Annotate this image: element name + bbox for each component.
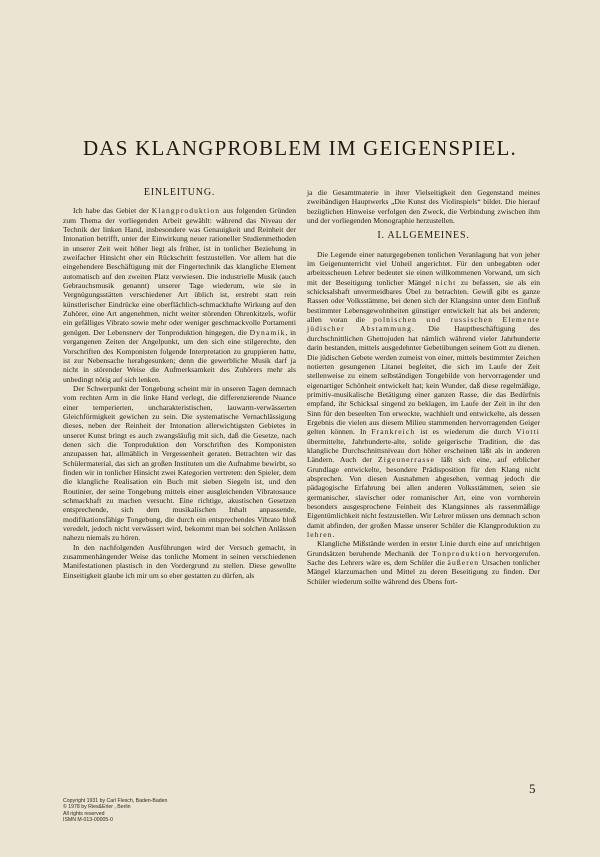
text-run: , in vergangenen Zeiten der Angelpunkt, um den sich eine stilgerechte, den Vorschriften des Komponisten folgende Interpretation zu gruppieren hatte, ist zur Nebensache herabgesunken; denn die gewerbliche Musik darf ja nicht in störender Weise die Aufmerksamkeit des Zuhörers mehr als unbedingt nötig auf sich lenken.: [63, 327, 296, 384]
text-run: . Die Hauptbeschäftigung des durchschnittlichen Ghettojuden hat nämlich während vieler Jahrhunderte darin bestanden, mittels ausgedehnter Gebetübungen seinem Gott zu dienen. Die jüdischen Gebete werden zumeist von einer, mittels bestimmter Zeichen notierten gesungenen Litanei begleitet, die sich im Laufe der Zeit stellenweise zu einem selbständigen Tongebilde von hervorragender und eigenartiger Schönheit entwickelt hat; kein Wunder, daß diese regelmäßige, primitiv-musikalische Betätigung einer ganzen Rasse, die das Bedürfnis empfand, ihr Schicksal singend zu beklagen, im Laufe der Zeit in ihr den Sinn für den beseelten Ton erweckte, wachhielt und entwickelte, als dessen Ergebnis die vielen aus diesem Milieu stammenden hervorragenden Geiger gelten können. In: [307, 324, 540, 437]
text-run: Die Legende einer naturgegebenen tonlichen Veranlagung hat von jeher im Geigenunterricht viel Unheil angerichtet. Für den unbegabten oder arbeitsscheuen Lehrer bedeutet sie einen willkommenen Vorwand, um sich mit der Beseitigung tonlicher Mängel: [307, 249, 540, 287]
right-column: [307, 188, 540, 586]
copyright-line: ISMN M-013-00005-0: [63, 817, 113, 824]
copyright-line: © 1978 by Ries&Erler , Berlin: [63, 804, 131, 811]
text-run: aus folgenden Gründen zum Thema der vorliegenden Arbeit gewählt: während das Niveau der Technik der linken Hand, insbesondere was Genauigkeit und Reinheit der Intonation betrifft, unter der Einwirkung neuer rationeller Studienmethoden in unserer Zeit weit höher liegt als früher, ist in tonlicher Beziehung in zweifacher Hinsicht eher ein Rückschritt festzustellen. Vor allem hat die eingehendere Beschäftigung mit der Fingertechnik das klangliche Element automatisch auf den zweiten Platz verwiesen. Die industrielle Musik (auch Gebrauchsmusik genannt) unserer Tage wiederum, wie sie in Vergnügungsstätten verschiedener Art üblich ist, erstrebt statt rein künstlerischer Eindrücke eine oberflächlich-schmackhafte Wirkung auf den Zuhörer, eine Art angenehmen, nicht weiter störenden Ohrenkitzels, wofür ein gefälliges Vibrato sowie mehr oder weniger geschmackvolle Portamenti genügen. Der Lebensnerv der Tonproduktion hingegen, die: [63, 206, 296, 337]
section-heading-einleitung: EINLEITUNG.: [143, 187, 216, 198]
text-run: Klangliche Mißstände werden in erster Linie durch eine auf unrichtigen Grundsätzen beruhende Mechanik der: [307, 539, 540, 558]
text-run: Der Schwerpunkt der Tongebung scheint mir in unseren Tagen demnach vom rechten Arm in die linke Hand verlegt, die differenzierende Nuance einer temperierten, uncharakteristischen, lauwarm-verwässerten Gleichförmigkeit gewichen zu sein. Die systematische Vernachlässigung dieses, neben der Reinheit der Intonation allerwichtigsten Gebietes in unserer Kunst bringt es auch zwangsläufig mit sich, daß die Gesetze, nach denen sich die Tonproduktion den Vorschriften des Komponisten anzupassen hat, allmählich in Vergessenheit geraten. Betrachten wir das Schülermaterial, das sich an großen Instituten um die Aufnahme bewirbt, so finden wir in tonlicher Hinsicht zwei Kategorien vertreten: den Spieler, dem die klangliche Realisation ein Buch mit sieben Siegeln ist, und den Routinier, der seine Tongebung mittels einer ausgleichenden Vibratosauce schmackhaft zu machen versucht. Eine richtige, akustischen Gesetzen entsprechende, sich dem musikalischen Inhalt anpassende, modifikationsfähige Tongebung, die durch ein entsprechendes Vibrato bloß veredelt, jedoch nicht verwässert wird, bekommt man bei solchen Anlässen nahezu niemals zu hören.: [63, 383, 296, 543]
emphasized-text: Zigeunerrasse: [378, 455, 435, 465]
text-run: zu befassen, sie als ein schicksalshaft unvermeidbares Übel zu betrachten. Gewiß gibt es ganze Rassen oder Volksstämme, bei denen sich der Klangsinn unter dem Einfluß bestimmter Lebensgewohnheiten günstiger entwickelt hat als bei anderen; allen voran die: [307, 277, 540, 325]
paragraph: [63, 543, 296, 580]
right-intro-paragraph: [307, 188, 540, 225]
paragraph: [63, 206, 296, 384]
left-column: [63, 188, 296, 580]
emphasized-text: Frankreich: [371, 427, 416, 437]
copyright-line: All rights reserved: [63, 810, 105, 817]
emphasized-text: nicht: [435, 277, 457, 287]
emphasized-text: äußeren: [447, 558, 480, 568]
text-run: Ich habe das Gebiet der: [73, 206, 152, 216]
copyright-line: Copyright 1931 by Carl Flesch, Baden-Baden: [63, 798, 168, 804]
paragraph: [307, 250, 540, 540]
section-heading-allgemeines: I. ALLGEMEINES.: [377, 230, 470, 242]
text-run: Ursachen tonlicher Mängel klarzumachen und Mittel zu deren Beseitigung zu finden. Der Schüler wiederum sollte während des Übens fort-: [307, 558, 540, 586]
emphasized-text: Viotti: [516, 427, 540, 437]
emphasized-text: Tonproduktion: [432, 548, 492, 558]
paragraph: [307, 539, 540, 586]
emphasized-text: Klangproduktion: [151, 206, 221, 216]
paragraph: [63, 384, 296, 543]
emphasized-text: Dynamik: [249, 327, 286, 337]
text-run: ja die Gesamtmaterie in ihrer Vielseitigkeit den Gegenstand meines zweibändigen Hauptwerks „Die Kunst des Violinspiels“ bildet. Die hierauf bezüglichen Hinweise verfolgen den Zweck, die Verbindung zwischen ihm und der vorliegenden Monographie herzustellen.: [307, 188, 540, 226]
page-title: DAS KLANGPROBLEM IM GEIGENSPIEL.: [83, 136, 517, 160]
emphasized-text: lehren: [307, 530, 333, 540]
text-run: .: [332, 530, 335, 540]
text-run: läßt sich eine, auf erblicher Grundlage entwickelte, besondere Prädisposition für den Klang nicht absprechen. Von diesen Ausnahmen abgesehen, vermag jedoch die pädagogische Erfahrung bei allen anderen Volksstämmen, seien sie germanischer, slavischer oder romanischer Art, eine von vornherein besonders ausgesprochene Feinheit des Klangsinnes als rassenmäßige Eigentümlichkeit nicht festzustellen. Wir Lehrer müssen uns demnach schon damit abfinden, der großen Masse unserer Schüler die Klangproduktion zu: [307, 455, 540, 530]
copyright-notice: [63, 798, 243, 824]
text-run: ist es wiederum die durch: [415, 427, 517, 437]
text-run: übermittelte, Jahrhunderte-alte, solide geigerische Tradition, die das klangliche Durchschnittsniveau dort höher erscheinen läßt als in anderen Ländern. Auch der: [307, 436, 540, 465]
right-paragraphs: [307, 250, 540, 586]
text-run: In den nachfolgenden Ausführungen wird der Versuch gemacht, in zusammenhängender Weise das tonliche Moment in seinen verschiedenen Manifestationen plastisch in den Vordergrund zu stellen. Diese gewollte Einseitigkeit glaube ich mir um so eher gestatten zu dürfen, als: [63, 542, 296, 580]
left-paragraphs: [63, 206, 296, 580]
text-run: hervorgerufen. Sache des Lehrers wäre es, dem Schüler die: [307, 548, 541, 568]
emphasized-text: polnischen und russischen Elemente jüdischer Abstammung: [307, 315, 540, 334]
paragraph: [307, 188, 540, 225]
page-number: 5: [529, 781, 536, 796]
